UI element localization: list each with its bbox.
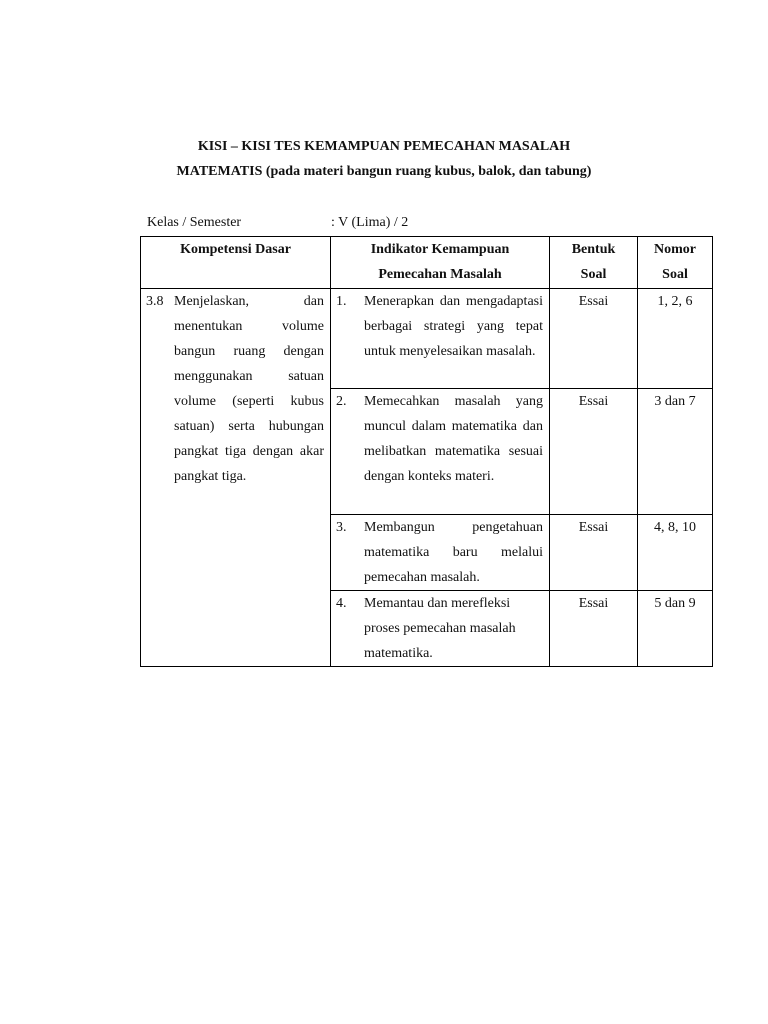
header-indikator-line-2: Pemecahan Masalah — [378, 267, 502, 282]
indikator-number: 4. — [336, 596, 347, 611]
bentuk-soal-cell: Essai — [550, 591, 638, 667]
class-semester-value: : V (Lima) / 2 — [331, 215, 409, 230]
indikator-text: Menerapkan dan mengadaptasi berbagai strategi yang tepat untuk menyelesaikan masalah. — [364, 294, 543, 359]
indikator-number: 2. — [336, 394, 347, 409]
header-bentuk-line-2: Soal — [580, 267, 607, 282]
indikator-cell — [331, 515, 550, 591]
header-bentuk-soal — [550, 237, 638, 289]
nomor-soal-cell: 3 dan 7 — [638, 389, 713, 515]
header-kompetensi-dasar: Kompetensi Dasar — [141, 237, 331, 289]
class-semester-label: Kelas / Semester — [147, 215, 242, 230]
table-row — [141, 289, 713, 389]
header-indikator-line-1: Indikator Kemampuan — [370, 242, 510, 257]
indikator-text: Memecahkan masalah yang muncul dalam matematika dan melibatkan matematika sesuai dengan konteks materi. — [364, 394, 543, 484]
kisi-table — [140, 236, 713, 667]
bentuk-soal-cell: Essai — [550, 389, 638, 515]
nomor-soal-cell: 1, 2, 6 — [638, 289, 713, 389]
document-title-line-2: MATEMATIS (pada materi bangun ruang kubus, balok, dan tabung) — [176, 164, 592, 179]
header-nomor-line-2: Soal — [662, 267, 688, 282]
table-header-row — [141, 237, 713, 289]
header-nomor-line-1: Nomor — [654, 242, 696, 257]
kompetensi-dasar-cell — [141, 289, 331, 667]
indikator-cell — [331, 389, 550, 515]
indikator-text: Membangun pengetahuan matematika baru melalui pemecahan masalah. — [364, 520, 543, 585]
kompetensi-text: Menjelaskan, dan menentukan volume bangun ruang dengan menggunakan satuan volume (seperti kubus satuan) serta hubungan pangkat tiga dengan akar pangkat tiga. — [174, 294, 324, 484]
bentuk-soal-cell: Essai — [550, 515, 638, 591]
header-bentuk-line-1: Bentuk — [571, 242, 616, 257]
indikator-number: 3. — [336, 520, 347, 535]
nomor-soal-cell: 4, 8, 10 — [638, 515, 713, 591]
nomor-soal-cell: 5 dan 9 — [638, 591, 713, 667]
indikator-number: 1. — [336, 294, 347, 309]
header-nomor-soal — [638, 237, 713, 289]
header-indikator — [331, 237, 550, 289]
kompetensi-number: 3.8 — [146, 294, 164, 309]
indikator-cell — [331, 591, 550, 667]
bentuk-soal-cell: Essai — [550, 289, 638, 389]
indikator-cell — [331, 289, 550, 389]
indikator-text: Memantau dan merefleksi proses pemecahan masalah matematika. — [364, 596, 516, 661]
document-title-line-1: KISI – KISI TES KEMAMPUAN PEMECAHAN MASALAH — [197, 139, 571, 154]
